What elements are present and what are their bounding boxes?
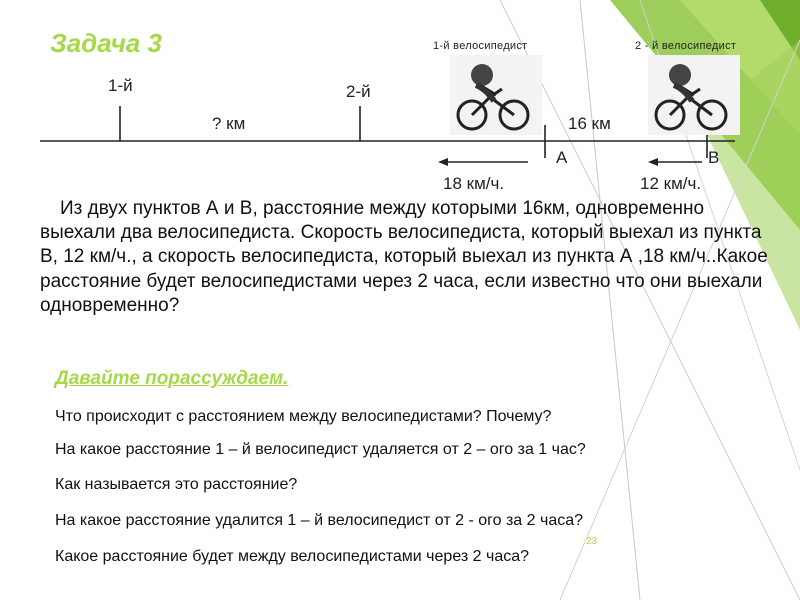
arrow-head-a: [438, 158, 448, 166]
question-3: Как называется это расстояние?: [55, 476, 298, 493]
question-4: На какое расстояние удалится 1 – й велосипедист от 2 - ого за 2 часа?: [55, 512, 584, 529]
slide-title: Задача 3: [50, 28, 163, 58]
question-1: Что происходит с расстоянием между велосипедистами? Почему?: [55, 408, 552, 425]
cyclist-2-caption: 2 - й велосипедист: [635, 40, 737, 52]
label-point-b: В: [708, 148, 720, 167]
page-number: 23: [586, 536, 598, 547]
label-speed-b: 12 км/ч.: [640, 174, 702, 193]
label-speed-a: 18 км/ч.: [443, 174, 505, 193]
label-point-a: А: [556, 148, 568, 167]
reasoning-heading: Давайте порассуждаем.: [55, 368, 289, 389]
label-distance-ab: 16 км: [568, 114, 611, 133]
question-2: На какое расстояние 1 – й велосипедист удаляется от 2 – ого за 1 час?: [55, 441, 586, 458]
label-unknown-distance: ? км: [212, 114, 246, 133]
cyclist-2-icon: [648, 55, 740, 135]
problem-statement: [40, 197, 780, 318]
cyclist-1-icon: [450, 55, 542, 135]
cyclist-1-caption: 1-й велосипедист: [433, 40, 528, 52]
problem-text: Из двух пунктов А и В, расстояние между которыми 16км, одновременно выехали два велосипедиста. Скорость велосипедиста, который выехал из пункта В, 12 км/ч., а скорость велосипедиста, который выехал из пункта А ,18 км/ч..Какое расстояние будет велосипедистами через 2 часа, если известно что они выехали одновременно?: [40, 198, 768, 316]
arrow-head-b: [648, 158, 658, 166]
label-second-cyclist: 2-й: [346, 82, 371, 101]
label-first-cyclist: 1-й: [108, 76, 133, 95]
question-5: Какое расстояние будет между велосипедистами через 2 часа?: [55, 548, 530, 565]
